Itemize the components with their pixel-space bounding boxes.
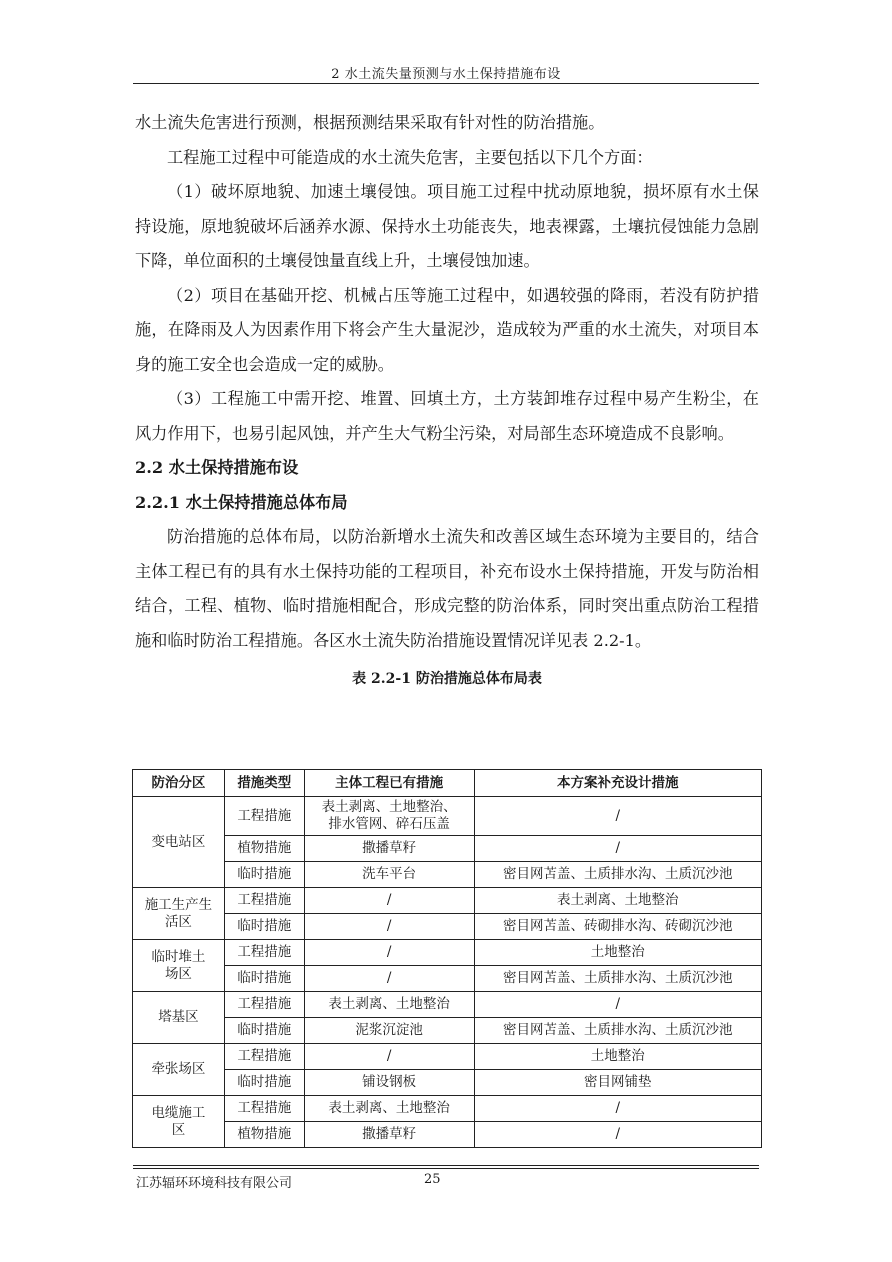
running-header: 2 水土流失量预测与水土保持措施布设 — [331, 67, 561, 82]
header-rule — [133, 83, 759, 84]
table-caption: 表 2.2-1 防治措施总体布局表 — [352, 671, 542, 687]
paragraph: 工程施工过程中可能造成的水土流失危害，主要包括以下几个方面： — [167, 147, 653, 167]
table-row — [133, 1122, 762, 1148]
existing-cell: 表土剥离、土地整治 — [304, 1096, 474, 1122]
existing-cell: / — [304, 914, 474, 940]
table-row — [133, 992, 762, 1018]
existing-cell: / — [304, 888, 474, 914]
page-body — [135, 106, 759, 694]
existing-cell: 撒播草籽 — [304, 836, 474, 862]
zone-cell: 临时堆土场区 — [133, 940, 225, 992]
table-row — [133, 966, 762, 992]
zone-cell: 电缆施工区 — [133, 1096, 225, 1148]
paragraph: 水土流失危害进行预测，根据预测结果采取有针对性的防治措施。 — [135, 113, 605, 132]
existing-cell: 撒播草籽 — [304, 1122, 474, 1148]
footer-rule — [133, 1168, 759, 1169]
added-cell: 土地整治 — [474, 940, 761, 966]
subsection-heading: 2.2.1 水土保持措施总体布局 — [135, 492, 348, 512]
footer-rule — [133, 1165, 759, 1166]
paragraph: （2）项目在基础开挖、机械占压等施工过程中，如遇较强的降雨，若没有防护措施，在降雨及人为因素作用下将会产生大量泥沙，造成较为严重的水土流失，对项目本身的施工安全也会造成一定的威胁。 — [135, 285, 759, 374]
type-cell: 工程措施 — [224, 1096, 304, 1122]
type-cell: 工程措施 — [224, 1044, 304, 1070]
table-row — [133, 1044, 762, 1070]
added-cell: 密目网苫盖、土质排水沟、土质沉沙池 — [474, 862, 761, 888]
existing-cell: / — [304, 940, 474, 966]
type-cell: 临时措施 — [224, 966, 304, 992]
existing-cell: / — [304, 1044, 474, 1070]
added-cell: 表土剥离、土地整治 — [474, 888, 761, 914]
added-cell: / — [474, 836, 761, 862]
added-cell: / — [474, 797, 761, 836]
added-cell: 密目网苫盖、砖砌排水沟、砖砌沉沙池 — [474, 914, 761, 940]
footer-company: 江苏辐环环境科技有限公司 — [136, 1176, 293, 1191]
zone-cell: 变电站区 — [133, 797, 225, 888]
paragraph: 防治措施的总体布局，以防治新增水土流失和改善区域生态环境为主要目的，结合主体工程已有的具有水土保持功能的工程项目，补充布设水土保持措施，开发与防治相结合，工程、植物、临时措施相配合，形成完整的防治体系，同时突出重点防治工程措施和临时防治工程措施。各区水土流失防治措施设置情况详见表 2.2-1。 — [135, 527, 759, 650]
existing-cell: / — [304, 966, 474, 992]
added-cell: / — [474, 992, 761, 1018]
type-cell: 临时措施 — [224, 1018, 304, 1044]
zone-cell: 塔基区 — [133, 992, 225, 1044]
table-header-row — [133, 770, 762, 797]
zone-cell: 牵张场区 — [133, 1044, 225, 1096]
type-cell: 工程措施 — [224, 888, 304, 914]
existing-cell: 铺设钢板 — [304, 1070, 474, 1096]
added-cell: 密目网苫盖、土质排水沟、土质沉沙池 — [474, 966, 761, 992]
type-cell: 植物措施 — [224, 836, 304, 862]
section-heading: 2.2 水土保持措施布设 — [135, 458, 299, 477]
type-cell: 工程措施 — [224, 797, 304, 836]
type-cell: 临时措施 — [224, 914, 304, 940]
paragraph: （1）破坏原地貌、加速土壤侵蚀。项目施工过程中扰动原地貌，损坏原有水土保持设施，原地貌破坏后涵养水源、保持水土功能丧失，地表裸露，土壤抗侵蚀能力急剧下降，单位面积的土壤侵蚀量直线上升，土壤侵蚀加速。 — [135, 182, 759, 270]
table-row — [133, 1096, 762, 1122]
type-cell: 临时措施 — [224, 1070, 304, 1096]
added-cell: 土地整治 — [474, 1044, 761, 1070]
existing-cell: 表土剥离、土地整治 — [304, 992, 474, 1018]
table-header-cell: 措施类型 — [224, 770, 304, 797]
type-cell: 植物措施 — [224, 1122, 304, 1148]
existing-cell: 洗车平台 — [304, 862, 474, 888]
table-row — [133, 888, 762, 914]
type-cell: 工程措施 — [224, 940, 304, 966]
existing-cell: 泥浆沉淀池 — [304, 1018, 474, 1044]
added-cell: 密目网苫盖、土质排水沟、土质沉沙池 — [474, 1018, 761, 1044]
paragraph: （3）工程施工中需开挖、堆置、回填土方，土方装卸堆存过程中易产生粉尘，在风力作用下，也易引起风蚀，并产生大气粉尘污染，对局部生态环境造成不良影响。 — [135, 389, 759, 443]
table-row — [133, 836, 762, 862]
table-row — [133, 797, 762, 836]
table-row — [133, 1070, 762, 1096]
type-cell: 工程措施 — [224, 992, 304, 1018]
page-number: 25 — [424, 1172, 441, 1187]
added-cell: / — [474, 1122, 761, 1148]
table-header-cell: 本方案补充设计措施 — [474, 770, 761, 797]
table-header-cell: 主体工程已有措施 — [304, 770, 474, 797]
table-row — [133, 862, 762, 888]
zone-cell: 施工生产生活区 — [133, 888, 225, 940]
table-row — [133, 914, 762, 940]
measures-table — [132, 769, 762, 1148]
existing-cell: 表土剥离、土地整治、排水管网、碎石压盖 — [304, 797, 474, 836]
table-row — [133, 940, 762, 966]
table-row — [133, 1018, 762, 1044]
added-cell: / — [474, 1096, 761, 1122]
table-header-cell: 防治分区 — [133, 770, 225, 797]
added-cell: 密目网铺垫 — [474, 1070, 761, 1096]
type-cell: 临时措施 — [224, 862, 304, 888]
